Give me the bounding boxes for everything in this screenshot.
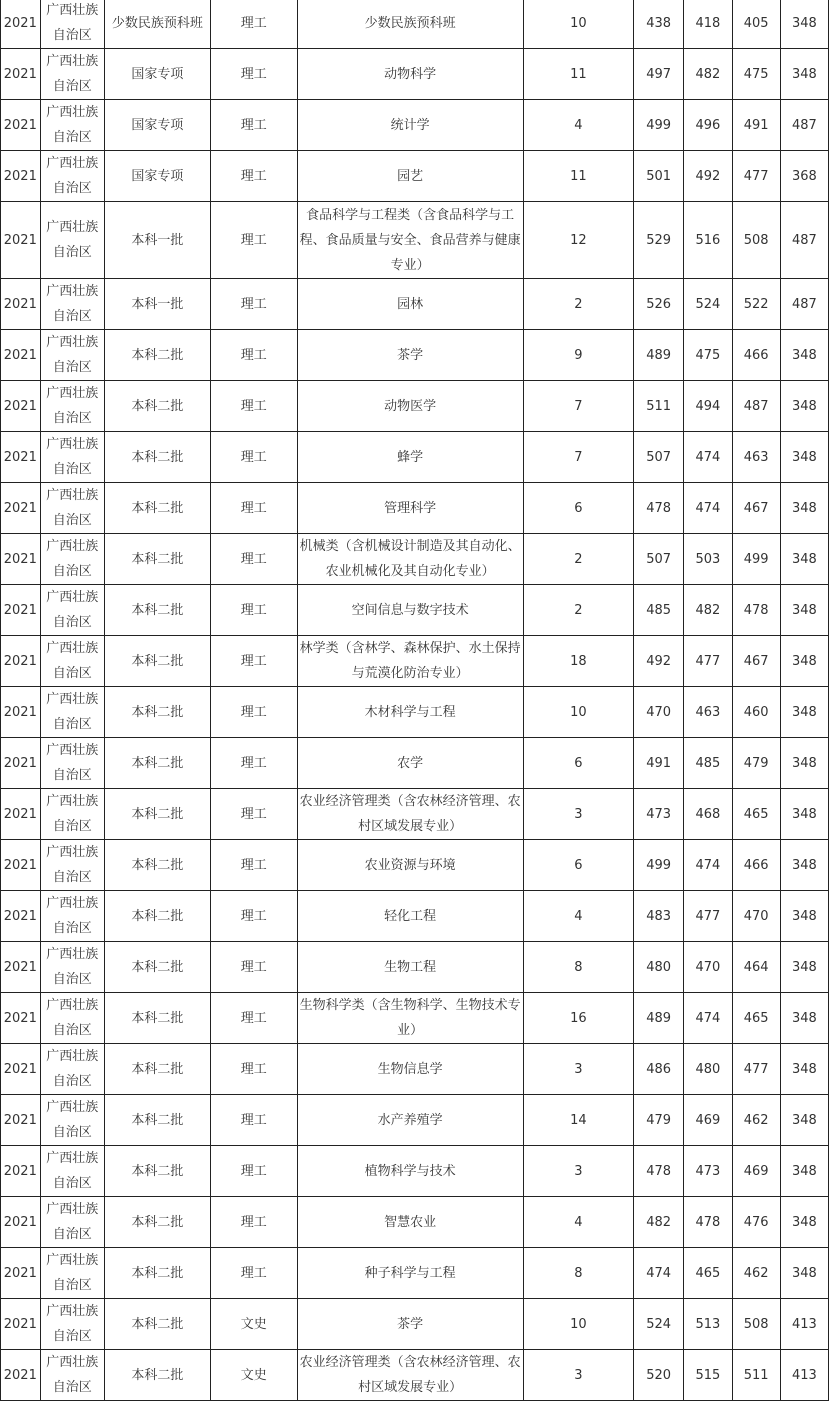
min-score-cell: 460 [732, 687, 780, 738]
avg-score-cell: 478 [684, 1197, 732, 1248]
table-row [1, 891, 829, 942]
table-row [1, 330, 829, 381]
control-line-cell: 348 [780, 738, 828, 789]
batch-cell: 本科二批 [104, 789, 210, 840]
min-score-cell: 462 [732, 1095, 780, 1146]
batch-cell: 本科二批 [104, 1299, 210, 1350]
batch-cell: 少数民族预科班 [104, 0, 210, 49]
major-cell: 生物科学类（含生物科学、生物技术专业） [297, 993, 523, 1044]
max-score-cell: 482 [634, 1197, 684, 1248]
province-cell: 广西壮族自治区 [40, 330, 104, 381]
max-score-cell: 499 [634, 840, 684, 891]
plan-count-cell: 18 [523, 636, 633, 687]
batch-cell: 本科二批 [104, 1350, 210, 1401]
avg-score-cell: 513 [684, 1299, 732, 1350]
category-cell: 理工 [210, 942, 297, 993]
batch-cell: 本科一批 [104, 279, 210, 330]
batch-cell: 本科二批 [104, 483, 210, 534]
province-cell: 广西壮族自治区 [40, 840, 104, 891]
major-cell: 生物工程 [297, 942, 523, 993]
category-cell: 理工 [210, 100, 297, 151]
max-score-cell: 507 [634, 534, 684, 585]
plan-count-cell: 7 [523, 381, 633, 432]
control-line-cell: 348 [780, 1197, 828, 1248]
control-line-cell: 348 [780, 942, 828, 993]
min-score-cell: 405 [732, 0, 780, 49]
table-row [1, 789, 829, 840]
max-score-cell: 511 [634, 381, 684, 432]
major-cell: 动物医学 [297, 381, 523, 432]
category-cell: 理工 [210, 202, 297, 279]
avg-score-cell: 482 [684, 585, 732, 636]
category-cell: 理工 [210, 1095, 297, 1146]
year-cell: 2021 [1, 942, 41, 993]
avg-score-cell: 516 [684, 202, 732, 279]
plan-count-cell: 2 [523, 534, 633, 585]
year-cell: 2021 [1, 432, 41, 483]
category-cell: 理工 [210, 151, 297, 202]
max-score-cell: 524 [634, 1299, 684, 1350]
plan-count-cell: 6 [523, 738, 633, 789]
control-line-cell: 348 [780, 432, 828, 483]
plan-count-cell: 4 [523, 100, 633, 151]
plan-count-cell: 3 [523, 1146, 633, 1197]
max-score-cell: 501 [634, 151, 684, 202]
year-cell: 2021 [1, 330, 41, 381]
batch-cell: 本科二批 [104, 1044, 210, 1095]
plan-count-cell: 10 [523, 687, 633, 738]
major-cell: 机械类（含机械设计制造及其自动化、农业机械化及其自动化专业） [297, 534, 523, 585]
avg-score-cell: 494 [684, 381, 732, 432]
max-score-cell: 526 [634, 279, 684, 330]
year-cell: 2021 [1, 993, 41, 1044]
plan-count-cell: 2 [523, 585, 633, 636]
min-score-cell: 465 [732, 789, 780, 840]
year-cell: 2021 [1, 151, 41, 202]
category-cell: 理工 [210, 687, 297, 738]
province-cell: 广西壮族自治区 [40, 891, 104, 942]
plan-count-cell: 12 [523, 202, 633, 279]
major-cell: 少数民族预科班 [297, 0, 523, 49]
year-cell: 2021 [1, 1350, 41, 1401]
control-line-cell: 348 [780, 1146, 828, 1197]
control-line-cell: 348 [780, 891, 828, 942]
plan-count-cell: 6 [523, 483, 633, 534]
min-score-cell: 511 [732, 1350, 780, 1401]
batch-cell: 国家专项 [104, 151, 210, 202]
category-cell: 理工 [210, 789, 297, 840]
year-cell: 2021 [1, 1197, 41, 1248]
major-cell: 茶学 [297, 330, 523, 381]
category-cell: 理工 [210, 483, 297, 534]
province-cell: 广西壮族自治区 [40, 279, 104, 330]
avg-score-cell: 463 [684, 687, 732, 738]
year-cell: 2021 [1, 891, 41, 942]
control-line-cell: 348 [780, 330, 828, 381]
major-cell: 种子科学与工程 [297, 1248, 523, 1299]
min-score-cell: 491 [732, 100, 780, 151]
province-cell: 广西壮族自治区 [40, 381, 104, 432]
category-cell: 理工 [210, 891, 297, 942]
plan-count-cell: 7 [523, 432, 633, 483]
min-score-cell: 462 [732, 1248, 780, 1299]
batch-cell: 本科二批 [104, 840, 210, 891]
avg-score-cell: 474 [684, 993, 732, 1044]
min-score-cell: 508 [732, 202, 780, 279]
plan-count-cell: 3 [523, 1044, 633, 1095]
table-row [1, 0, 829, 49]
province-cell: 广西壮族自治区 [40, 1350, 104, 1401]
year-cell: 2021 [1, 381, 41, 432]
max-score-cell: 438 [634, 0, 684, 49]
control-line-cell: 348 [780, 1044, 828, 1095]
table-row [1, 585, 829, 636]
year-cell: 2021 [1, 0, 41, 49]
table-row [1, 381, 829, 432]
min-score-cell: 477 [732, 1044, 780, 1095]
major-cell: 植物科学与技术 [297, 1146, 523, 1197]
table-body [1, 0, 829, 1401]
province-cell: 广西壮族自治区 [40, 483, 104, 534]
batch-cell: 本科二批 [104, 585, 210, 636]
max-score-cell: 470 [634, 687, 684, 738]
plan-count-cell: 8 [523, 942, 633, 993]
avg-score-cell: 477 [684, 636, 732, 687]
min-score-cell: 479 [732, 738, 780, 789]
table-row [1, 49, 829, 100]
year-cell: 2021 [1, 1299, 41, 1350]
year-cell: 2021 [1, 585, 41, 636]
major-cell: 农业经济管理类（含农林经济管理、农村区域发展专业） [297, 1350, 523, 1401]
control-line-cell: 348 [780, 585, 828, 636]
control-line-cell: 348 [780, 1248, 828, 1299]
max-score-cell: 486 [634, 1044, 684, 1095]
batch-cell: 本科二批 [104, 381, 210, 432]
control-line-cell: 348 [780, 483, 828, 534]
max-score-cell: 478 [634, 483, 684, 534]
control-line-cell: 348 [780, 49, 828, 100]
control-line-cell: 487 [780, 100, 828, 151]
plan-count-cell: 10 [523, 0, 633, 49]
control-line-cell: 348 [780, 0, 828, 49]
avg-score-cell: 474 [684, 840, 732, 891]
province-cell: 广西壮族自治区 [40, 1197, 104, 1248]
batch-cell: 本科二批 [104, 330, 210, 381]
major-cell: 管理科学 [297, 483, 523, 534]
major-cell: 林学类（含林学、森林保护、水土保持与荒漠化防治专业） [297, 636, 523, 687]
plan-count-cell: 9 [523, 330, 633, 381]
major-cell: 农学 [297, 738, 523, 789]
batch-cell: 本科二批 [104, 1248, 210, 1299]
min-score-cell: 467 [732, 636, 780, 687]
batch-cell: 本科二批 [104, 942, 210, 993]
province-cell: 广西壮族自治区 [40, 738, 104, 789]
avg-score-cell: 482 [684, 49, 732, 100]
avg-score-cell: 465 [684, 1248, 732, 1299]
table-row [1, 840, 829, 891]
plan-count-cell: 3 [523, 1350, 633, 1401]
table-row [1, 432, 829, 483]
max-score-cell: 492 [634, 636, 684, 687]
year-cell: 2021 [1, 279, 41, 330]
major-cell: 园林 [297, 279, 523, 330]
category-cell: 理工 [210, 585, 297, 636]
province-cell: 广西壮族自治区 [40, 1044, 104, 1095]
category-cell: 理工 [210, 993, 297, 1044]
max-score-cell: 489 [634, 330, 684, 381]
table-row [1, 1350, 829, 1401]
table-row [1, 1095, 829, 1146]
province-cell: 广西壮族自治区 [40, 993, 104, 1044]
major-cell: 蜂学 [297, 432, 523, 483]
avg-score-cell: 469 [684, 1095, 732, 1146]
category-cell: 理工 [210, 279, 297, 330]
province-cell: 广西壮族自治区 [40, 1146, 104, 1197]
max-score-cell: 473 [634, 789, 684, 840]
major-cell: 茶学 [297, 1299, 523, 1350]
table-row [1, 738, 829, 789]
plan-count-cell: 4 [523, 891, 633, 942]
min-score-cell: 487 [732, 381, 780, 432]
max-score-cell: 507 [634, 432, 684, 483]
province-cell: 广西壮族自治区 [40, 942, 104, 993]
category-cell: 文史 [210, 1350, 297, 1401]
major-cell: 水产养殖学 [297, 1095, 523, 1146]
year-cell: 2021 [1, 534, 41, 585]
major-cell: 轻化工程 [297, 891, 523, 942]
table-row [1, 100, 829, 151]
major-cell: 农业资源与环境 [297, 840, 523, 891]
category-cell: 理工 [210, 1248, 297, 1299]
province-cell: 广西壮族自治区 [40, 1248, 104, 1299]
category-cell: 理工 [210, 636, 297, 687]
table-row [1, 636, 829, 687]
batch-cell: 国家专项 [104, 49, 210, 100]
avg-score-cell: 473 [684, 1146, 732, 1197]
plan-count-cell: 3 [523, 789, 633, 840]
major-cell: 动物科学 [297, 49, 523, 100]
plan-count-cell: 6 [523, 840, 633, 891]
control-line-cell: 348 [780, 687, 828, 738]
major-cell: 园艺 [297, 151, 523, 202]
avg-score-cell: 418 [684, 0, 732, 49]
province-cell: 广西壮族自治区 [40, 202, 104, 279]
control-line-cell: 368 [780, 151, 828, 202]
min-score-cell: 469 [732, 1146, 780, 1197]
table-row [1, 942, 829, 993]
min-score-cell: 465 [732, 993, 780, 1044]
max-score-cell: 483 [634, 891, 684, 942]
plan-count-cell: 2 [523, 279, 633, 330]
year-cell: 2021 [1, 483, 41, 534]
max-score-cell: 480 [634, 942, 684, 993]
year-cell: 2021 [1, 687, 41, 738]
batch-cell: 本科二批 [104, 1095, 210, 1146]
min-score-cell: 477 [732, 151, 780, 202]
table-row [1, 1299, 829, 1350]
province-cell: 广西壮族自治区 [40, 585, 104, 636]
avg-score-cell: 524 [684, 279, 732, 330]
control-line-cell: 348 [780, 636, 828, 687]
plan-count-cell: 4 [523, 1197, 633, 1248]
province-cell: 广西壮族自治区 [40, 1299, 104, 1350]
category-cell: 理工 [210, 534, 297, 585]
avg-score-cell: 515 [684, 1350, 732, 1401]
max-score-cell: 474 [634, 1248, 684, 1299]
max-score-cell: 499 [634, 100, 684, 151]
avg-score-cell: 474 [684, 432, 732, 483]
province-cell: 广西壮族自治区 [40, 432, 104, 483]
batch-cell: 本科二批 [104, 534, 210, 585]
batch-cell: 本科二批 [104, 432, 210, 483]
min-score-cell: 466 [732, 840, 780, 891]
province-cell: 广西壮族自治区 [40, 1095, 104, 1146]
table-row [1, 1044, 829, 1095]
batch-cell: 本科二批 [104, 1146, 210, 1197]
table-row [1, 534, 829, 585]
control-line-cell: 348 [780, 840, 828, 891]
avg-score-cell: 474 [684, 483, 732, 534]
category-cell: 理工 [210, 49, 297, 100]
avg-score-cell: 470 [684, 942, 732, 993]
category-cell: 理工 [210, 738, 297, 789]
category-cell: 理工 [210, 1146, 297, 1197]
max-score-cell: 485 [634, 585, 684, 636]
min-score-cell: 470 [732, 891, 780, 942]
control-line-cell: 487 [780, 279, 828, 330]
plan-count-cell: 8 [523, 1248, 633, 1299]
major-cell: 智慧农业 [297, 1197, 523, 1248]
year-cell: 2021 [1, 789, 41, 840]
year-cell: 2021 [1, 100, 41, 151]
category-cell: 理工 [210, 381, 297, 432]
category-cell: 理工 [210, 0, 297, 49]
year-cell: 2021 [1, 1044, 41, 1095]
control-line-cell: 348 [780, 1095, 828, 1146]
table-row [1, 202, 829, 279]
batch-cell: 本科二批 [104, 993, 210, 1044]
major-cell: 空间信息与数字技术 [297, 585, 523, 636]
control-line-cell: 348 [780, 789, 828, 840]
min-score-cell: 478 [732, 585, 780, 636]
min-score-cell: 522 [732, 279, 780, 330]
category-cell: 理工 [210, 1044, 297, 1095]
table-row [1, 483, 829, 534]
major-cell: 木材科学与工程 [297, 687, 523, 738]
avg-score-cell: 480 [684, 1044, 732, 1095]
category-cell: 理工 [210, 840, 297, 891]
batch-cell: 本科一批 [104, 202, 210, 279]
min-score-cell: 475 [732, 49, 780, 100]
province-cell: 广西壮族自治区 [40, 534, 104, 585]
table-row [1, 151, 829, 202]
plan-count-cell: 14 [523, 1095, 633, 1146]
max-score-cell: 478 [634, 1146, 684, 1197]
year-cell: 2021 [1, 738, 41, 789]
max-score-cell: 520 [634, 1350, 684, 1401]
plan-count-cell: 10 [523, 1299, 633, 1350]
category-cell: 理工 [210, 1197, 297, 1248]
table-row [1, 993, 829, 1044]
year-cell: 2021 [1, 840, 41, 891]
control-line-cell: 348 [780, 993, 828, 1044]
major-cell: 统计学 [297, 100, 523, 151]
table-row [1, 687, 829, 738]
major-cell: 食品科学与工程类（含食品科学与工程、食品质量与安全、食品营养与健康专业） [297, 202, 523, 279]
max-score-cell: 489 [634, 993, 684, 1044]
max-score-cell: 479 [634, 1095, 684, 1146]
min-score-cell: 476 [732, 1197, 780, 1248]
table-row [1, 1197, 829, 1248]
control-line-cell: 348 [780, 534, 828, 585]
table-row [1, 1248, 829, 1299]
control-line-cell: 413 [780, 1350, 828, 1401]
min-score-cell: 467 [732, 483, 780, 534]
major-cell: 农业经济管理类（含农林经济管理、农村区域发展专业） [297, 789, 523, 840]
year-cell: 2021 [1, 1095, 41, 1146]
min-score-cell: 508 [732, 1299, 780, 1350]
max-score-cell: 529 [634, 202, 684, 279]
major-cell: 生物信息学 [297, 1044, 523, 1095]
category-cell: 理工 [210, 432, 297, 483]
category-cell: 文史 [210, 1299, 297, 1350]
plan-count-cell: 11 [523, 151, 633, 202]
plan-count-cell: 16 [523, 993, 633, 1044]
avg-score-cell: 477 [684, 891, 732, 942]
control-line-cell: 487 [780, 202, 828, 279]
min-score-cell: 466 [732, 330, 780, 381]
avg-score-cell: 492 [684, 151, 732, 202]
avg-score-cell: 485 [684, 738, 732, 789]
min-score-cell: 464 [732, 942, 780, 993]
batch-cell: 本科二批 [104, 891, 210, 942]
table-row [1, 1146, 829, 1197]
province-cell: 广西壮族自治区 [40, 687, 104, 738]
batch-cell: 本科二批 [104, 687, 210, 738]
avg-score-cell: 468 [684, 789, 732, 840]
max-score-cell: 491 [634, 738, 684, 789]
control-line-cell: 413 [780, 1299, 828, 1350]
avg-score-cell: 475 [684, 330, 732, 381]
province-cell: 广西壮族自治区 [40, 789, 104, 840]
table-row [1, 279, 829, 330]
plan-count-cell: 11 [523, 49, 633, 100]
control-line-cell: 348 [780, 381, 828, 432]
max-score-cell: 497 [634, 49, 684, 100]
batch-cell: 本科二批 [104, 738, 210, 789]
avg-score-cell: 496 [684, 100, 732, 151]
year-cell: 2021 [1, 202, 41, 279]
year-cell: 2021 [1, 1248, 41, 1299]
province-cell: 广西壮族自治区 [40, 636, 104, 687]
province-cell: 广西壮族自治区 [40, 49, 104, 100]
year-cell: 2021 [1, 636, 41, 687]
avg-score-cell: 503 [684, 534, 732, 585]
batch-cell: 国家专项 [104, 100, 210, 151]
batch-cell: 本科二批 [104, 1197, 210, 1248]
batch-cell: 本科二批 [104, 636, 210, 687]
province-cell: 广西壮族自治区 [40, 100, 104, 151]
year-cell: 2021 [1, 1146, 41, 1197]
min-score-cell: 463 [732, 432, 780, 483]
category-cell: 理工 [210, 330, 297, 381]
min-score-cell: 499 [732, 534, 780, 585]
year-cell: 2021 [1, 49, 41, 100]
province-cell: 广西壮族自治区 [40, 0, 104, 49]
province-cell: 广西壮族自治区 [40, 151, 104, 202]
